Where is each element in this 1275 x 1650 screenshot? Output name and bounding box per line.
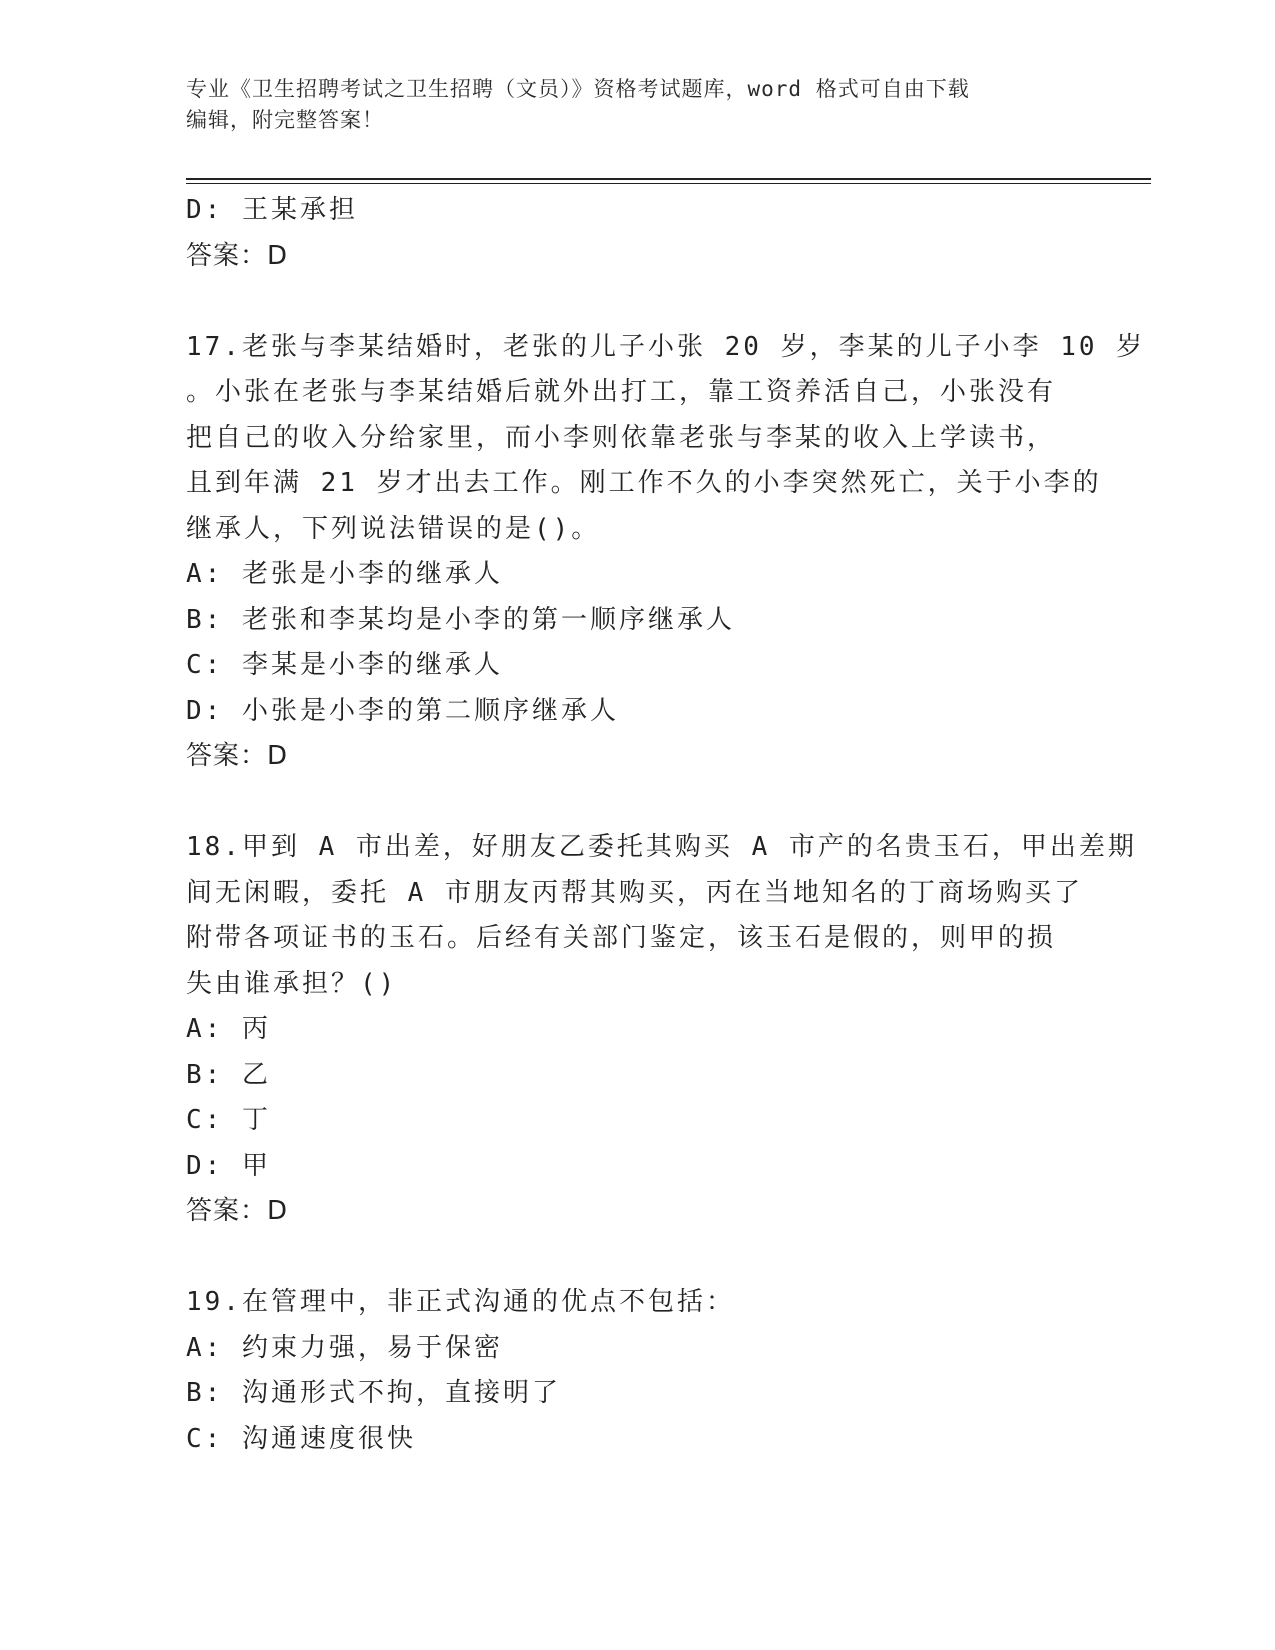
answer-line: 答案：D [186, 1196, 289, 1226]
spacer [186, 279, 1086, 325]
question-content [186, 188, 1146, 1462]
option-b: B: 老张和李某均是小李的第一顺序继承人 [186, 604, 735, 635]
question-stem-line: 失由谁承担？() [186, 968, 398, 999]
option-d: D: 甲 [186, 1150, 271, 1181]
header-divider-thin [186, 183, 1151, 184]
question-stem-line: 且到年满 21 岁才出去工作。刚工作不久的小李突然死亡，关于小李的 [186, 468, 1102, 498]
spacer [186, 1235, 1086, 1281]
option-b: B: 沟通形式不拘，直接明了 [186, 1378, 561, 1408]
question-stem-line: 。小张在老张与李某结婚后就外出打工，靠工资养活自己，小张没有 [186, 377, 1057, 407]
question-stem-line: 19.在管理中，非正式沟通的优点不包括： [186, 1287, 735, 1317]
question-stem-line: 附带各项证书的玉石。后经有关部门鉴定，该玉石是假的，则甲的损 [186, 923, 1057, 953]
page-header [186, 74, 1066, 136]
option-d: D: 小张是小李的第二顺序继承人 [186, 695, 619, 726]
question-18 [186, 825, 1137, 1235]
option-b: B: 乙 [186, 1059, 271, 1090]
question-stem-line: 把自己的收入分给家里，而小李则依靠老张与李某的收入上学读书， [186, 422, 1057, 453]
question-stem-line: 继承人，下列说法错误的是()。 [186, 513, 601, 544]
header-divider-thick [186, 178, 1151, 180]
answer-line: 答案：D [186, 741, 289, 771]
question-17 [186, 325, 1146, 780]
question-stem-line: 18.甲到 A 市出差，好朋友乙委托其购买 A 市产的名贵玉石，甲出差期 [186, 832, 1137, 862]
spacer [186, 780, 1086, 826]
header-line-1: 专业《卫生招聘考试之卫生招聘（文员）》资格考试题库，word 格式可自由下载 [186, 77, 970, 101]
previous-question-tail [186, 188, 1086, 279]
option-a: A: 约束力强，易于保密 [186, 1332, 503, 1363]
answer-line: 答案：D [186, 240, 289, 271]
option-a: A: 老张是小李的继承人 [186, 559, 503, 589]
question-19 [186, 1280, 1086, 1462]
option-d: D: 王某承担 [186, 195, 358, 225]
question-stem-line: 17.老张与李某结婚时，老张的儿子小张 20 岁，李某的儿子小李 10 岁 [186, 331, 1146, 362]
option-a: A: 丙 [186, 1014, 271, 1044]
header-line-2: 编辑，附完整答案！ [186, 108, 384, 132]
option-c: C: 李某是小李的继承人 [186, 650, 503, 680]
option-c: C: 沟通速度很快 [186, 1423, 416, 1454]
option-c: C: 丁 [186, 1105, 271, 1135]
question-stem-line: 间无闲暇，委托 A 市朋友丙帮其购买，丙在当地知名的丁商场购买了 [186, 877, 1083, 908]
